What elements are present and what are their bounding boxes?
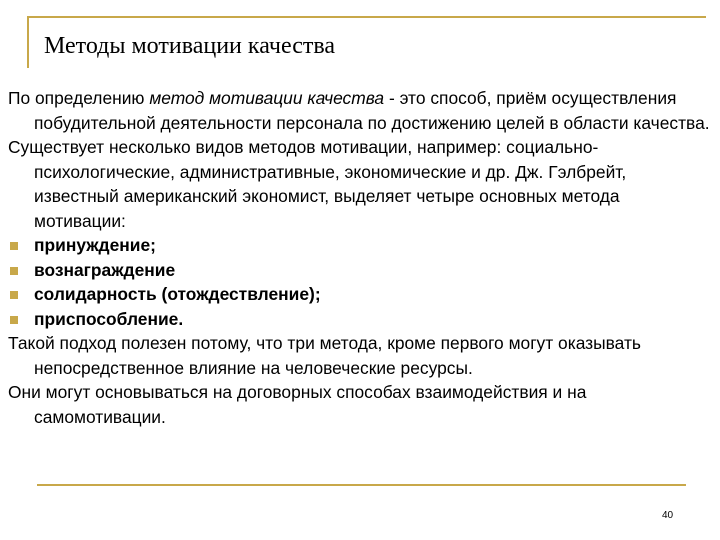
list-item [8,258,713,283]
definition-term: метод мотивации качества [149,88,385,108]
footer-line [37,484,686,486]
list-item [8,233,713,258]
square-bullet-icon [10,242,18,250]
list-item-text: принуждение; [34,235,156,255]
list-item-text: вознаграждение [34,259,176,280]
list-item [8,307,713,332]
title-frame-top-line [27,16,706,18]
title-frame-left-line [27,16,29,68]
slide-body [8,86,713,429]
list-item-text: приспособление. [34,308,184,329]
slide-title: Методы мотивации качества [44,33,336,59]
square-bullet-icon [10,291,18,299]
methods-paragraph: Существует несколько видов методов мотивации, например: социально-психологические, административные, экономические и др. Дж. Гэлбрейт, известный американский экономист, выделяет четыре основных метода мотивации: [8,137,627,231]
definition-lead: По определению [8,88,150,108]
definition-rest: - это способ, приём осуществления побудительной деятельности персонала по достижению целей в области качества. [34,88,710,133]
square-bullet-icon [10,267,18,275]
list-item [8,282,713,307]
contract-paragraph: Они могут основываться на договорных способах взаимодействия и на самомотивации. [8,382,587,427]
square-bullet-icon [10,316,18,324]
definition-paragraph [8,86,713,135]
list-item-text: солидарность (отождествление); [34,284,321,304]
page-number: 40 [662,510,674,521]
approach-paragraph: Такой подход полезен потому, что три метода, кроме первого могут оказывать непосредственное влияние на человеческие ресурсы. [8,333,641,378]
